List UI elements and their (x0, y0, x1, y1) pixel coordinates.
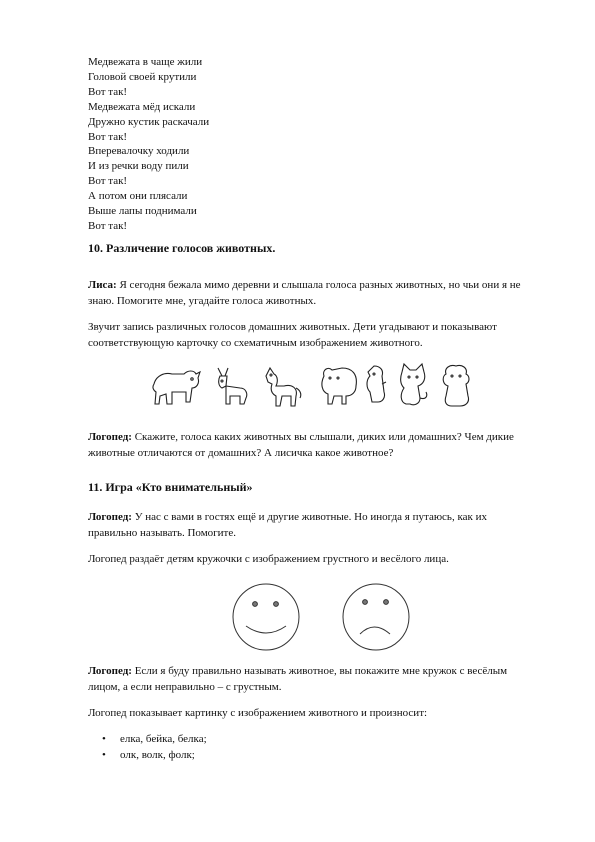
goat-icon (218, 368, 247, 404)
horse-icon (266, 368, 301, 406)
speaker-label: Логопед: (88, 665, 132, 677)
poem-line: Вот так! (88, 175, 128, 188)
fox-paragraph-line-1 (88, 278, 521, 293)
cow-icon (153, 371, 200, 404)
paragraph-text: Скажите, голоса каких животных вы слышали, диких или домашних? Чем дикие (131, 431, 514, 443)
instruction-line: Логопед раздаёт детям кружочки с изображением грустного и весёлого лица. (88, 553, 449, 565)
speaker-label: Логопед: (88, 431, 132, 443)
sad-face-icon (343, 584, 409, 650)
poem-line: Медвежата мёд искали (88, 100, 196, 113)
paragraph-text: Я сегодня бежала мимо деревни и слышала голоса разных животных, но чьи они я не (116, 279, 521, 291)
logoped-line-1 (88, 510, 487, 525)
poem-line: Выше лапы поднимали (88, 205, 197, 218)
poem-line: Вперевалочку ходили (88, 145, 190, 158)
bullet-icon: • (102, 749, 106, 761)
poem-line: Медвежата в чаще жили (88, 56, 203, 68)
poem-line: А потом они плясали (88, 190, 188, 203)
list-item (100, 731, 207, 747)
bullet-icon: • (102, 733, 106, 745)
instruction-line-2: Логопед показывает картинку с изображением животного и произносит: (88, 707, 428, 719)
poem-line: Вот так! (88, 219, 128, 232)
question-line-1 (88, 430, 514, 445)
rule-line-1 (88, 664, 507, 679)
dog-icon (367, 366, 386, 402)
animal-cards-illustration (150, 362, 480, 412)
list-item-text: елка, бейка, белка; (120, 733, 207, 745)
logoped-line-2: правильно называть. Помогите. (88, 527, 237, 539)
instruction-line-2: соответствующую карточку со схематичным изображением животного. (88, 337, 423, 349)
list-item (100, 747, 207, 763)
section-10-heading: 10. Различение голосов животных. (88, 241, 276, 255)
cat-icon (401, 364, 427, 405)
question-line-2: животные отличаются от домашних? А лисичка какое животное? (88, 447, 394, 459)
paragraph-text: Если я буду правильно называть животное, вы покажите мне кружок с весёлым (131, 665, 508, 677)
fox-paragraph-line-2: знаю. Помогите мне, угадайте голоса животных. (88, 295, 317, 307)
section-11-heading: 11. Игра «Кто внимательный» (88, 480, 253, 494)
faces-illustration (232, 582, 410, 652)
word-list (100, 731, 207, 763)
poem-block (88, 55, 209, 234)
rule-line-2: лицом, а если неправильно – с грустным. (88, 681, 282, 693)
poem-line: Вот так! (88, 85, 128, 98)
poem-line: Головой своей крутили (88, 70, 197, 83)
instruction-line-1: Звучит запись различных голосов домашних животных. Дети угадывают и показывают (88, 321, 497, 333)
poem-line: И из речки воду пили (88, 160, 189, 173)
pig-icon (322, 368, 356, 404)
poem-line: Дружно кустик раскачали (88, 115, 210, 128)
speaker-label: Логопед: (88, 511, 132, 523)
happy-face-icon (233, 584, 299, 650)
paragraph-text: У нас с вами в гостях ещё и другие животные. Но иногда я путаюсь, как их (131, 511, 487, 523)
puppy-icon (443, 365, 469, 406)
poem-line: Вот так! (88, 130, 128, 143)
speaker-label: Лиса: (88, 279, 117, 291)
list-item-text: олк, волк, фолк; (120, 749, 195, 761)
